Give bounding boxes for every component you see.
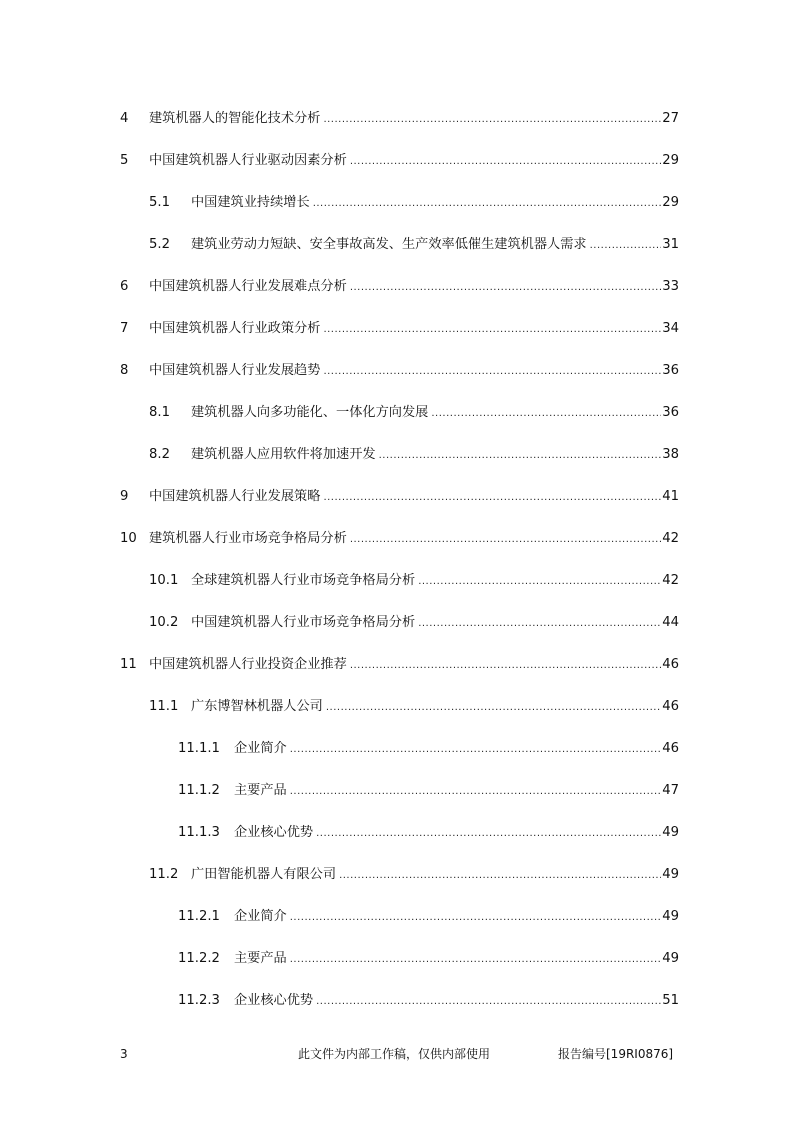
toc-entry-number: 11.2.1 <box>178 909 220 924</box>
toc-entry-number: 5 <box>120 153 129 168</box>
toc-entry-title: 主要产品 <box>234 783 287 798</box>
toc-entry[interactable] <box>0 948 800 970</box>
toc-entry-title: 中国建筑机器人行业市场竞争格局分析 <box>191 615 416 630</box>
page-footer <box>0 1044 800 1064</box>
toc-entry[interactable] <box>0 360 800 382</box>
toc-entry-page: 42 <box>662 573 679 588</box>
toc-dot-leader <box>316 823 661 845</box>
toc-entry-title: 企业简介 <box>234 741 287 756</box>
toc-entry-number: 11.1.2 <box>178 783 220 798</box>
toc-entry-number: 11.1.1 <box>178 741 220 756</box>
toc-entry-number: 8.2 <box>149 447 170 462</box>
toc-entry-number: 10.1 <box>149 573 179 588</box>
toc-entry-number: 6 <box>120 279 129 294</box>
toc-entry-number: 10 <box>120 531 137 546</box>
toc-entry-title: 中国建筑机器人行业驱动因素分析 <box>149 153 347 168</box>
toc-entry-page: 44 <box>662 615 679 630</box>
toc-dot-leader <box>350 277 661 299</box>
toc-entry-title: 中国建筑机器人行业发展趋势 <box>149 363 321 378</box>
toc-entry-page: 46 <box>662 657 679 672</box>
toc-entry-title: 建筑机器人应用软件将加速开发 <box>191 447 376 462</box>
toc-entry-page: 29 <box>662 195 679 210</box>
toc-entry-page: 31 <box>662 237 679 252</box>
toc-entry-title: 企业简介 <box>234 909 287 924</box>
toc-dot-leader <box>316 991 661 1013</box>
toc-dot-leader <box>350 529 661 551</box>
toc-entry[interactable] <box>0 528 800 550</box>
toc-entry[interactable] <box>0 654 800 676</box>
toc-entry-page: 27 <box>662 111 679 126</box>
toc-entry[interactable] <box>0 570 800 592</box>
toc-entry-number: 4 <box>120 111 129 126</box>
toc-dot-leader <box>379 445 662 467</box>
footer-confidential-notice: 此文件为内部工作稿，仅供内部使用 <box>298 1047 491 1061</box>
toc-entry[interactable] <box>0 780 800 802</box>
toc-entry-page: 51 <box>662 993 679 1008</box>
toc-entry-page: 41 <box>662 489 679 504</box>
toc-entry-number: 9 <box>120 489 129 504</box>
toc-entry[interactable] <box>0 318 800 340</box>
toc-entry-title: 广东博智林机器人公司 <box>191 699 323 714</box>
toc-entry-title: 企业核心优势 <box>234 825 314 840</box>
toc-dot-leader <box>290 739 661 761</box>
toc-entry-title: 企业核心优势 <box>234 993 314 1008</box>
toc-entry-number: 11.1 <box>149 699 179 714</box>
toc-entry[interactable] <box>0 612 800 634</box>
toc-entry-number: 11.2.2 <box>178 951 220 966</box>
footer-page-number: 3 <box>120 1047 128 1061</box>
toc-entry-page: 46 <box>662 699 679 714</box>
toc-dot-leader <box>323 319 661 341</box>
toc-entry-number: 5.2 <box>149 237 170 252</box>
toc-dot-leader <box>323 361 661 383</box>
toc-entry[interactable] <box>0 822 800 844</box>
toc-entry-page: 42 <box>662 531 679 546</box>
toc-entry-title: 全球建筑机器人行业市场竞争格局分析 <box>191 573 416 588</box>
toc-entry-title: 中国建筑机器人行业发展策略 <box>149 489 321 504</box>
toc-entry-number: 11.1.3 <box>178 825 220 840</box>
toc-entry-number: 10.2 <box>149 615 179 630</box>
toc-entry-number: 8.1 <box>149 405 170 420</box>
toc-dot-leader <box>290 781 661 803</box>
toc-entry[interactable] <box>0 486 800 508</box>
toc-entry-title: 中国建筑机器人行业政策分析 <box>149 321 321 336</box>
toc-entry-number: 11.2.3 <box>178 993 220 1008</box>
toc-dot-leader <box>323 487 661 509</box>
toc-dot-leader <box>418 571 661 593</box>
toc-entry-page: 49 <box>662 825 679 840</box>
toc-entry-title: 中国建筑机器人行业投资企业推荐 <box>149 657 347 672</box>
toc-entry[interactable] <box>0 738 800 760</box>
toc-entry[interactable] <box>0 906 800 928</box>
toc-entry-title: 建筑机器人的智能化技术分析 <box>149 111 321 126</box>
toc-dot-leader <box>290 949 661 971</box>
toc-entry[interactable] <box>0 234 800 256</box>
toc-entry-page: 36 <box>662 363 679 378</box>
toc-entry-title: 中国建筑机器人行业发展难点分析 <box>149 279 347 294</box>
toc-entry-number: 7 <box>120 321 129 336</box>
toc-entry-page: 49 <box>662 867 679 882</box>
toc-dot-leader <box>326 697 661 719</box>
toc-entry-page: 38 <box>662 447 679 462</box>
toc-entry-number: 11.2 <box>149 867 179 882</box>
toc-entry-page: 33 <box>662 279 679 294</box>
toc-dot-leader <box>418 613 661 635</box>
toc-dot-leader <box>313 193 662 215</box>
toc-entry[interactable] <box>0 108 800 130</box>
toc-entry-title: 中国建筑业持续增长 <box>191 195 310 210</box>
toc-entry-page: 49 <box>662 909 679 924</box>
toc-entry-number: 5.1 <box>149 195 170 210</box>
toc-entry-page: 49 <box>662 951 679 966</box>
toc-entry[interactable] <box>0 192 800 214</box>
toc-dot-leader <box>590 235 662 257</box>
toc-entry[interactable] <box>0 444 800 466</box>
toc-dot-leader <box>350 655 661 677</box>
toc-entry-page: 34 <box>662 321 679 336</box>
toc-entry[interactable] <box>0 276 800 298</box>
toc-dot-leader <box>323 109 661 131</box>
toc-dot-leader <box>290 907 661 929</box>
toc-entry-page: 47 <box>662 783 679 798</box>
toc-entry[interactable] <box>0 864 800 886</box>
toc-entry-title: 建筑业劳动力短缺、安全事故高发、生产效率低催生建筑机器人需求 <box>191 237 587 252</box>
toc-entry-page: 29 <box>662 153 679 168</box>
footer-report-id: 报告编号[19RI0876] <box>558 1047 674 1061</box>
toc-entry-title: 建筑机器人向多功能化、一体化方向发展 <box>191 405 429 420</box>
toc-entry[interactable] <box>0 150 800 172</box>
toc-entry-title: 建筑机器人行业市场竞争格局分析 <box>149 531 347 546</box>
toc-entry-number: 11 <box>120 657 137 672</box>
toc-entry[interactable] <box>0 402 800 424</box>
toc-entry[interactable] <box>0 696 800 718</box>
toc-entry-title: 广田智能机器人有限公司 <box>191 867 337 882</box>
toc-entry-title: 主要产品 <box>234 951 287 966</box>
toc-entry-page: 46 <box>662 741 679 756</box>
toc-entry[interactable] <box>0 990 800 1012</box>
toc-entry-number: 8 <box>120 363 129 378</box>
toc-entry-page: 36 <box>662 405 679 420</box>
toc-dot-leader <box>350 151 661 173</box>
toc-dot-leader <box>339 865 661 887</box>
toc-dot-leader <box>431 403 661 425</box>
